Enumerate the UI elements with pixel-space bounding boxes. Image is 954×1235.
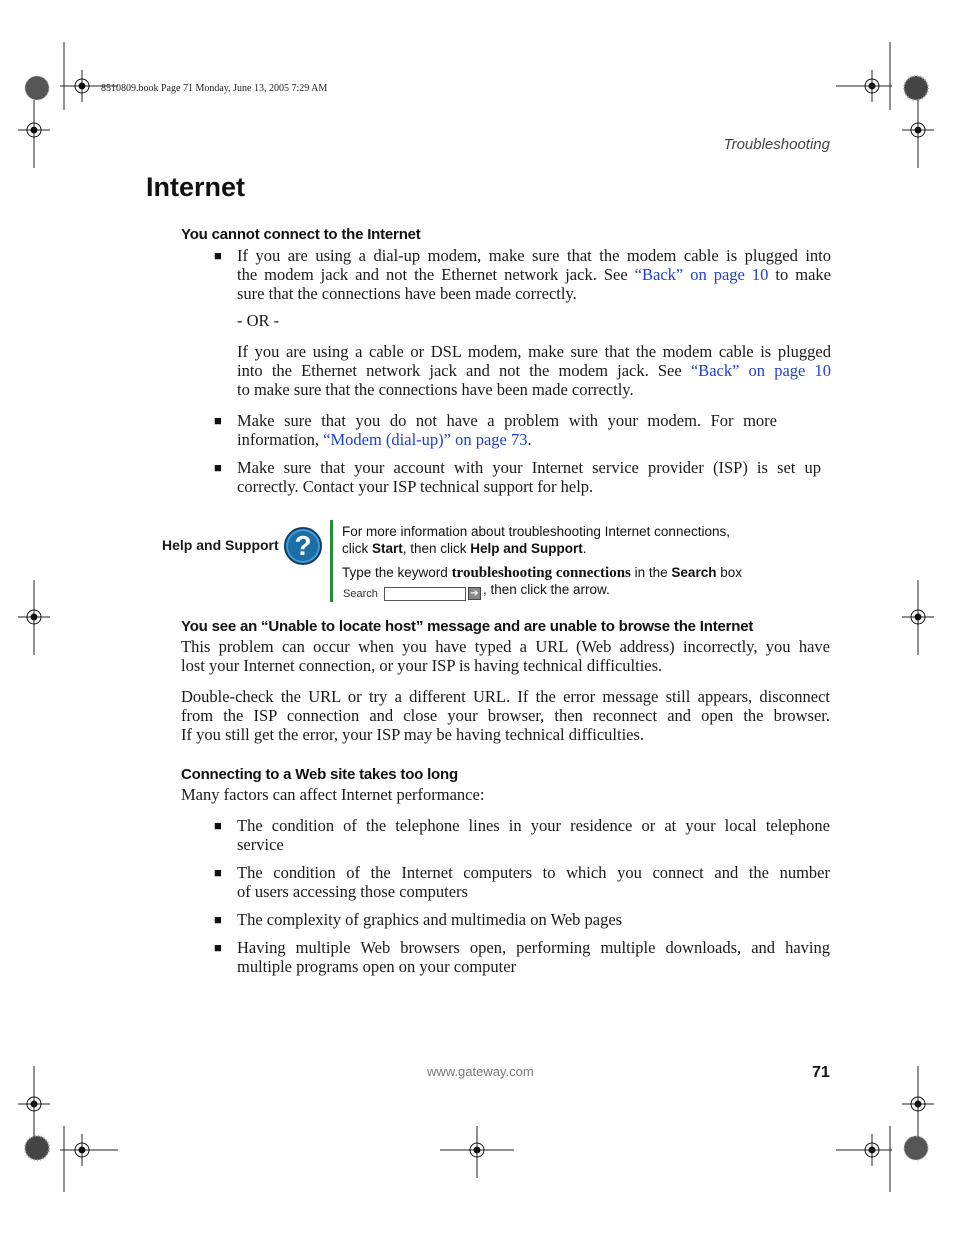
text-line: If you still get the error, your ISP may be having technical difficulties. <box>181 725 645 744</box>
search-keyword: troubleshooting connections <box>451 565 631 581</box>
bullet-text <box>237 863 830 901</box>
link-back-page-10[interactable]: “Back” on page 10 <box>634 265 769 284</box>
search-field-label: Search <box>343 588 378 600</box>
bullet-text <box>237 458 821 496</box>
text-span: . <box>582 541 587 556</box>
text-line: correctly. Contact your ISP technical support for help. <box>237 477 594 496</box>
help-and-support-keyword: Help and Support <box>470 541 583 556</box>
link-modem-page-73[interactable]: “Modem (dial-up)” on page 73 <box>323 430 528 449</box>
or-separator: - OR - <box>237 311 280 330</box>
bullet: ■ <box>214 818 222 833</box>
text-line: sure that the connections have been made correctly. <box>237 284 577 303</box>
text-line: Double-check the URL or try a different URL. If the error message still appears, disconnect <box>181 687 830 706</box>
text-span: box <box>716 565 742 580</box>
text-line: The condition of the Internet computers to which you connect and the number <box>237 863 830 882</box>
text-line <box>237 430 777 449</box>
text-line <box>237 265 831 284</box>
bullet-text <box>237 342 831 399</box>
text-line: lost your Internet connection, or your ISP is having technical difficulties. <box>181 656 663 675</box>
text-line: from the ISP connection and close your browser, then reconnect and open the browser. <box>181 706 830 725</box>
help-line-1: For more information about troubleshooting Internet connections, <box>342 524 730 539</box>
text-span: the modem jack and not the Ethernet network jack. See <box>237 265 635 284</box>
bullet-text <box>237 938 830 976</box>
bullet: ■ <box>214 940 222 955</box>
help-line-3 <box>342 564 742 582</box>
start-keyword: Start <box>372 541 403 556</box>
text-line: Having multiple Web browsers open, performing multiple downloads, and having <box>237 938 830 957</box>
text-span: into the Ethernet network jack and not the modem jack. See <box>237 361 691 380</box>
help-line-2 <box>342 540 587 557</box>
text-line: If you are using a cable or DSL modem, make sure that the modem cable is plugged <box>237 342 831 361</box>
link-back-page-10[interactable]: “Back” on page 10 <box>690 361 831 380</box>
paragraph <box>181 637 830 675</box>
text-line: If you are using a dial-up modem, make sure that the modem cable is plugged into <box>237 246 831 265</box>
help-and-support-label: Help and Support <box>162 537 279 553</box>
text-span: . <box>527 430 532 449</box>
bullet-text: The complexity of graphics and multimedia on Web pages <box>237 910 623 929</box>
bullet: ■ <box>214 460 222 475</box>
text-line: of users accessing those computers <box>237 882 468 901</box>
text-line: The condition of the telephone lines in your residence or at your local telephone <box>237 816 830 835</box>
text-line: service <box>237 835 284 854</box>
text-line: Make sure that your account with your Internet service provider (ISP) is set up <box>237 458 821 477</box>
paragraph <box>181 687 830 744</box>
section-heading-web-site-slow: Connecting to a Web site takes too long <box>181 766 458 783</box>
search-arrow-icon[interactable]: ➔ <box>468 587 481 600</box>
running-head: Troubleshooting <box>723 136 830 153</box>
bullet: ■ <box>214 248 222 263</box>
bullet: ■ <box>214 865 222 880</box>
printer-meta: 8510809.book Page 71 Monday, June 13, 2005 7:29 AM <box>101 83 328 94</box>
text-line: This problem can occur when you have typed a URL (Web address) incorrectly, you have <box>181 637 830 656</box>
help-box-accent-bar <box>330 520 333 602</box>
text-span: information, <box>237 430 324 449</box>
search-keyword-label: Search <box>671 565 717 580</box>
text-span: to make <box>768 265 831 284</box>
text-span: in the <box>630 565 672 580</box>
paragraph: Many factors can affect Internet performance: <box>181 785 485 804</box>
bullet-text <box>237 246 831 303</box>
text-span: click <box>342 541 372 556</box>
bullet-text <box>237 411 777 449</box>
page-title: Internet <box>146 172 246 202</box>
page-number: 71 <box>812 1064 830 1081</box>
bullet-text <box>237 816 830 854</box>
text-line: Make sure that you do not have a problem with your modem. For more <box>237 411 777 430</box>
text-line: multiple programs open on your computer <box>237 957 517 976</box>
search-input[interactable] <box>384 587 466 601</box>
section-heading-unable-to-locate-host: You see an “Unable to locate host” message and are unable to browse the Internet <box>181 618 754 635</box>
bullet: ■ <box>214 413 222 428</box>
footer-url: www.gateway.com <box>427 1064 534 1079</box>
section-heading-cannot-connect: You cannot connect to the Internet <box>181 226 421 243</box>
text-span: Type the keyword <box>342 565 452 580</box>
help-question-icon: ? <box>284 527 322 565</box>
help-line-4: , then click the arrow. <box>483 582 610 597</box>
text-span: , then click <box>402 541 471 556</box>
text-line <box>237 361 831 380</box>
bullet: ■ <box>214 912 222 927</box>
text-line: to make sure that the connections have been made correctly. <box>237 380 634 399</box>
